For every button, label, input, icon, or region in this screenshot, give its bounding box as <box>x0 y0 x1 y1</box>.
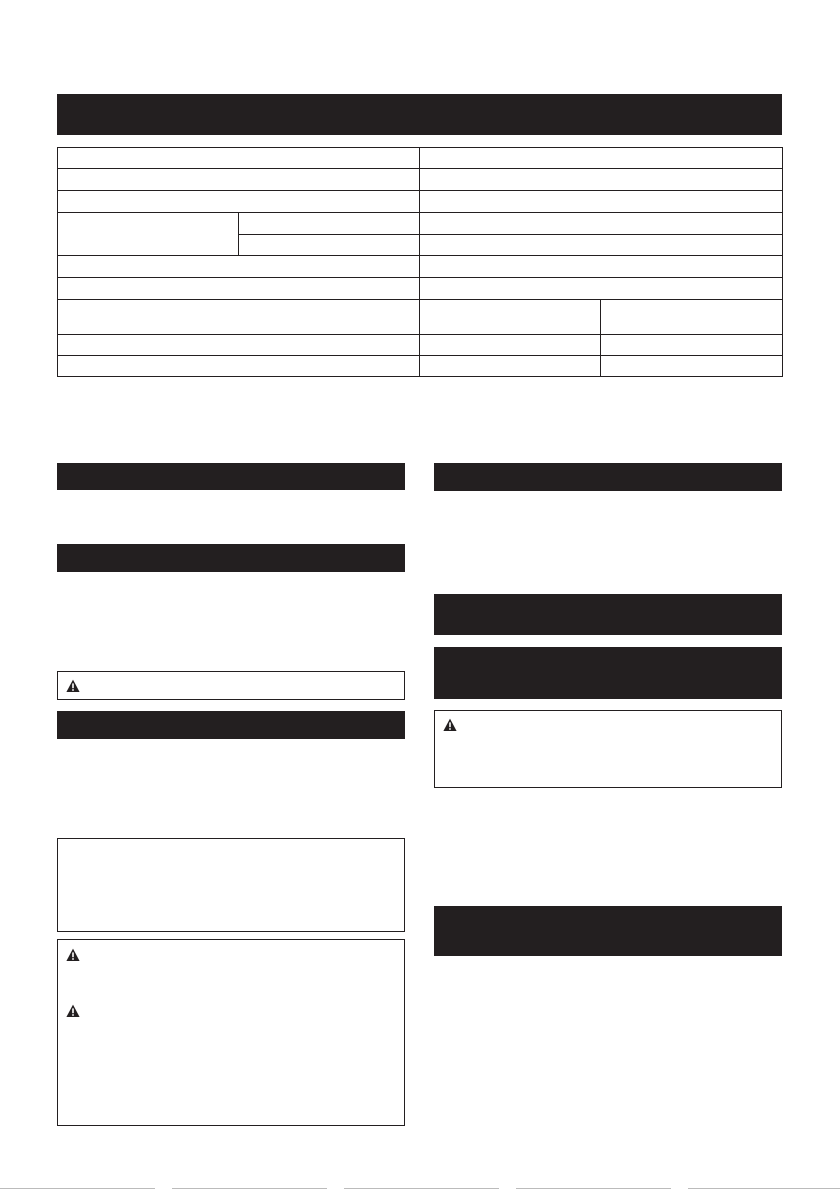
table-cell <box>58 300 420 335</box>
section-heading-bar <box>434 906 782 956</box>
table-row <box>58 191 783 213</box>
table-row <box>58 256 783 278</box>
warning-triangle-icon <box>66 1004 80 1018</box>
table-row <box>58 169 783 191</box>
table-row <box>58 213 783 235</box>
table-cell <box>601 356 783 377</box>
table-cell <box>420 335 601 356</box>
table-cell <box>58 191 420 213</box>
table-cell <box>239 235 420 256</box>
specification-table <box>57 147 783 377</box>
section-heading-bar <box>57 711 405 739</box>
bottom-edge-rule <box>344 1188 499 1189</box>
table-row <box>58 278 783 300</box>
table-cell <box>58 213 239 256</box>
table-row <box>58 335 783 356</box>
table-cell <box>58 278 420 300</box>
bottom-edge-rule <box>516 1188 671 1189</box>
table-cell <box>601 300 783 335</box>
warning-box <box>57 939 405 1126</box>
section-heading-bar <box>434 463 782 491</box>
table-cell <box>58 256 420 278</box>
warning-triangle-icon <box>66 679 80 693</box>
bottom-edge-rule <box>172 1188 327 1189</box>
warning-triangle-icon <box>443 718 457 732</box>
table-cell <box>420 169 783 191</box>
table-cell <box>420 356 601 377</box>
warning-triangle-icon <box>66 948 80 962</box>
table-cell <box>420 256 783 278</box>
table-row <box>58 300 783 335</box>
bottom-edge-rule <box>0 1188 155 1189</box>
table-cell <box>420 300 601 335</box>
table-cell <box>420 278 783 300</box>
table-cell <box>420 148 783 169</box>
section-heading-bar <box>57 544 405 572</box>
warning-box <box>57 671 405 700</box>
table-cell <box>601 335 783 356</box>
table-cell <box>420 235 783 256</box>
table-row <box>58 148 783 169</box>
table-cell <box>420 213 783 235</box>
note-box <box>57 838 405 932</box>
table-cell <box>58 148 420 169</box>
table-cell <box>58 356 420 377</box>
table-cell <box>58 335 420 356</box>
section-heading-bar <box>57 463 405 490</box>
title-bar <box>57 94 782 135</box>
bottom-edge-rule <box>688 1188 840 1189</box>
table-row <box>58 356 783 377</box>
table-cell <box>420 191 783 213</box>
warning-box <box>434 710 782 788</box>
table-cell <box>239 213 420 235</box>
section-heading-bar <box>434 647 782 699</box>
table-cell <box>58 169 420 191</box>
section-heading-bar <box>434 594 782 635</box>
